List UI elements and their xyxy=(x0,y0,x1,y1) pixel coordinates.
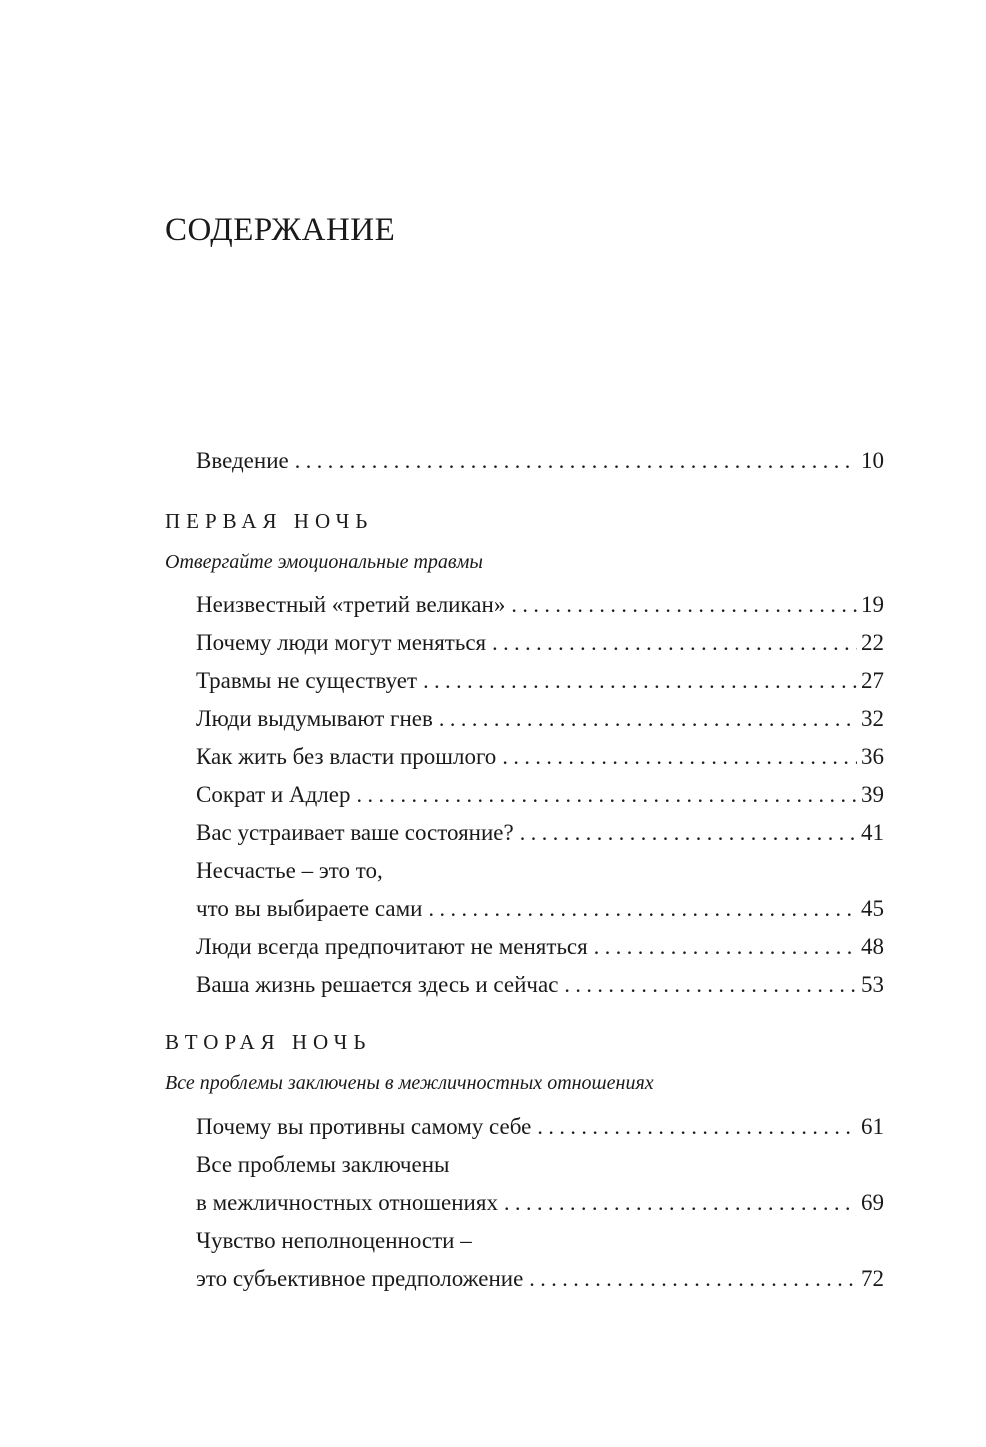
toc-entry-page: 19 xyxy=(861,592,884,617)
part-2-subtitle: Все проблемы заключены в межличностных отношениях xyxy=(165,1072,654,1094)
leader-dots xyxy=(564,966,857,1004)
toc-entry-title: Люди всегда предпочитают не меняться xyxy=(196,934,588,959)
toc-entry-title: Травмы не существует xyxy=(196,668,418,693)
toc-entry-page: 61 xyxy=(861,1114,884,1139)
leader-dots xyxy=(357,776,858,814)
page-title: СОДЕРЖАНИЕ xyxy=(165,212,396,248)
leader-dots xyxy=(439,700,857,738)
toc-entry-title: Неизвестный «третий великан» xyxy=(196,592,506,617)
toc-entry-title-line1: Несчастье – это то, xyxy=(196,858,383,883)
toc-entry[interactable] xyxy=(196,814,884,852)
toc-entry[interactable] xyxy=(196,738,884,776)
toc-entry-page: 48 xyxy=(861,934,884,959)
toc-entry[interactable] xyxy=(196,1260,884,1298)
part-1-subtitle: Отвергайте эмоциональные травмы xyxy=(165,551,483,573)
leader-dots xyxy=(520,814,857,852)
toc-entry[interactable] xyxy=(196,928,884,966)
toc-entry[interactable] xyxy=(196,1108,884,1146)
toc-entry-page: 39 xyxy=(861,782,884,807)
leader-dots xyxy=(428,890,857,928)
toc-entry[interactable] xyxy=(196,624,884,662)
part-2-heading: ВТОРАЯ НОЧЬ xyxy=(165,1030,372,1054)
toc-entry-title: это субъективное предположение xyxy=(196,1266,524,1291)
leader-dots xyxy=(492,624,857,662)
leader-dots xyxy=(529,1260,857,1298)
toc-entry-title: что вы выбираете сами xyxy=(196,896,423,921)
toc-entry-title: Почему люди могут меняться xyxy=(196,630,487,655)
toc-entry[interactable] xyxy=(196,1184,884,1222)
toc-entry-title-line1: Чувство неполноценности – xyxy=(196,1228,472,1253)
toc-entry[interactable] xyxy=(196,700,884,738)
toc-entry-title: Люди выдумывают гнев xyxy=(196,706,433,731)
leader-dots xyxy=(423,662,857,700)
toc-entry-title: Сократ и Адлер xyxy=(196,782,351,807)
toc-entry-page: 72 xyxy=(861,1266,884,1291)
toc-entry[interactable] xyxy=(196,662,884,700)
toc-entry-page: 69 xyxy=(861,1190,884,1215)
part-1-heading: ПЕРВАЯ НОЧЬ xyxy=(165,509,374,533)
leader-dots xyxy=(594,928,857,966)
toc-entry-title: Почему вы противны самому себе xyxy=(196,1114,532,1139)
toc-entry-page: 41 xyxy=(861,820,884,845)
toc-entry-page: 32 xyxy=(861,706,884,731)
toc-entry[interactable] xyxy=(196,776,884,814)
leader-dots xyxy=(537,1108,857,1146)
leader-dots xyxy=(511,586,857,624)
toc-entry[interactable] xyxy=(196,586,884,624)
toc-entry-page: 36 xyxy=(861,744,884,769)
leader-dots xyxy=(295,442,857,480)
toc-entry-title: Как жить без власти прошлого xyxy=(196,744,497,769)
toc-entry-title: в межличностных отношениях xyxy=(196,1190,498,1215)
toc-entry[interactable] xyxy=(196,966,884,1004)
toc-entry-title: Вас устраивает ваше состояние? xyxy=(196,820,514,845)
toc-entry-page: 10 xyxy=(861,448,884,473)
toc-entry-title-line1: Все проблемы заключены xyxy=(196,1152,450,1177)
toc-entry-page: 22 xyxy=(861,630,884,655)
leader-dots xyxy=(502,738,857,776)
toc-entry-title: Введение xyxy=(196,448,289,473)
toc-entry-page: 45 xyxy=(861,896,884,921)
toc-entry-page: 27 xyxy=(861,668,884,693)
toc-entry-page: 53 xyxy=(861,972,884,997)
toc-entry-intro[interactable] xyxy=(196,442,884,480)
toc-entry[interactable] xyxy=(196,890,884,928)
leader-dots xyxy=(504,1184,857,1222)
toc-entry-title: Ваша жизнь решается здесь и сейчас xyxy=(196,972,559,997)
